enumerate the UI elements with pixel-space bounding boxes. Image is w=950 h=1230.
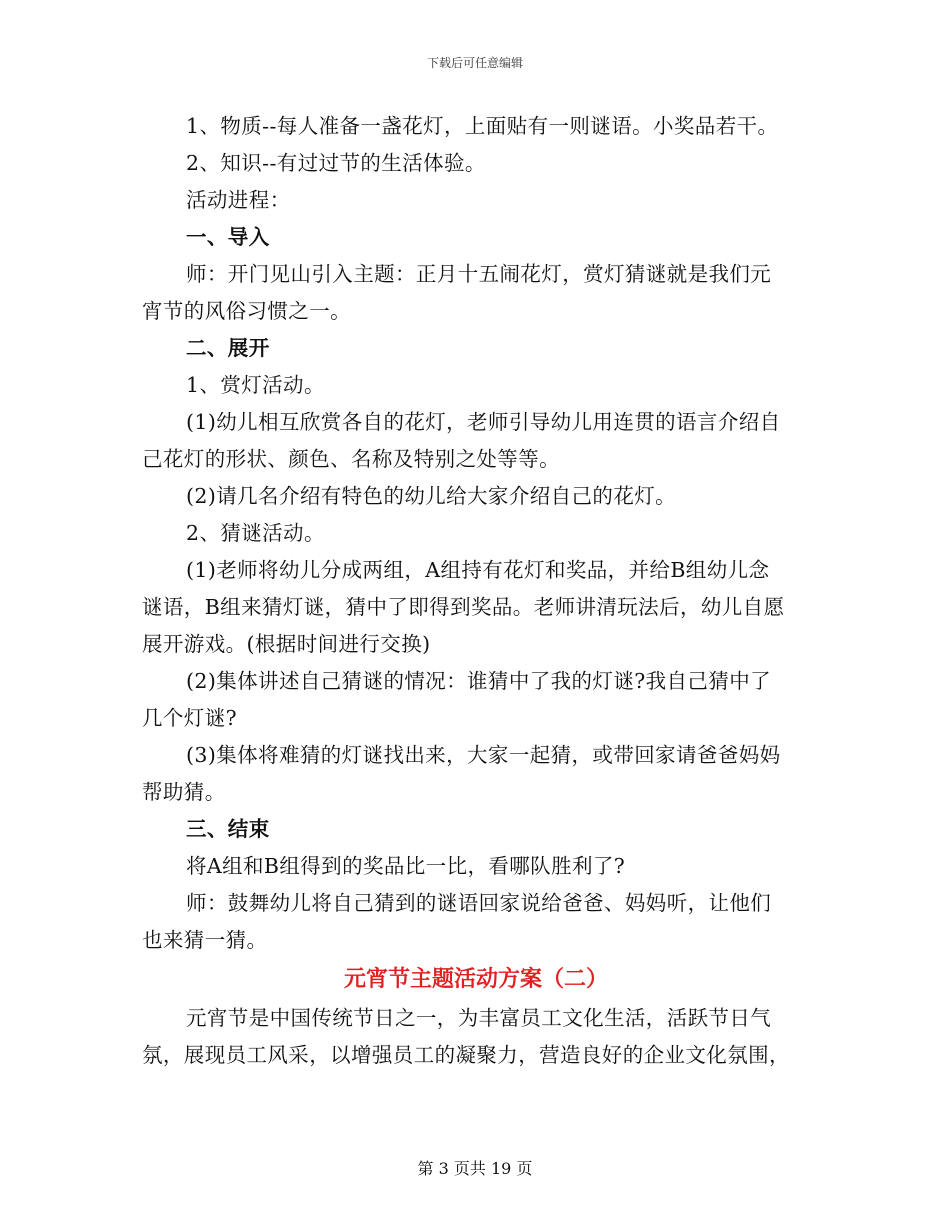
text-line: 谜语，B组来猜灯谜，猜中了即得到奖品。老师讲清玩法后，幼儿自愿 xyxy=(142,595,785,619)
text-line: 己花灯的形状、颜色、名称及特别之处等等。 xyxy=(142,447,560,471)
paragraph-block-activity xyxy=(142,108,810,959)
section-title: 元宵节主题活动方案（二） xyxy=(343,966,608,992)
text-line: 元宵节是中国传统节日之一，为丰富员工文化生活，活跃节日气 xyxy=(186,1006,772,1030)
text-line: 1、物质--每人准备一盏花灯，上面贴有一则谜语。小奖品若干。 xyxy=(186,114,779,138)
text-line: 活动进程： xyxy=(186,188,291,212)
text-line: (2)请几名介绍有特色的幼儿给大家介绍自己的花灯。 xyxy=(186,484,677,508)
text-line: (2)集体讲述自己猜谜的情况：谁猜中了我的灯谜?我自己猜中了 xyxy=(186,669,772,693)
heading-line: 三、结束 xyxy=(186,817,270,841)
text-line: 2、猜谜活动。 xyxy=(186,521,325,545)
text-line: 师：开门见山引入主题：正月十五闹花灯，赏灯猜谜就是我们元 xyxy=(186,262,772,286)
text-line: 几个灯谜? xyxy=(142,706,237,730)
text-line: (1)幼儿相互欣赏各自的花灯，老师引导幼儿用连贯的语言介绍自 xyxy=(186,410,781,434)
text-line: 也来猜一猜。 xyxy=(142,928,268,952)
text-line: 1、赏灯活动。 xyxy=(186,373,325,397)
text-line: 宵节的风俗习惯之一。 xyxy=(142,299,351,323)
text-line: (3)集体将难猜的灯谜找出来，大家一起猜，或带回家请爸爸妈妈 xyxy=(186,743,781,767)
text-line: 师：鼓舞幼儿将自己猜到的谜语回家说给爸爸、妈妈听，让他们 xyxy=(186,891,772,915)
text-line: 将A组和B组得到的奖品比一比，看哪队胜利了? xyxy=(186,854,626,878)
text-line: 2、知识--有过过节的生活体验。 xyxy=(186,151,486,175)
heading-line: 一、导入 xyxy=(186,225,270,249)
heading-line: 二、展开 xyxy=(186,336,270,360)
text-line: 帮助猜。 xyxy=(142,780,226,804)
paragraph-block-plan-two xyxy=(142,1000,810,1074)
text-line: 展开游戏。(根据时间进行交换) xyxy=(142,632,431,656)
page-header-note: 下载后可任意编辑 xyxy=(426,56,523,70)
document-body xyxy=(142,108,810,1074)
page-footer: 第 3 页共 19 页 xyxy=(417,1159,533,1178)
text-line: (1)老师将幼儿分成两组，A组持有花灯和奖品，并给B组幼儿念 xyxy=(186,558,770,582)
text-line: 氛，展现员工风采，以增强员工的凝聚力，营造良好的企业文化氛围， xyxy=(142,1043,790,1067)
